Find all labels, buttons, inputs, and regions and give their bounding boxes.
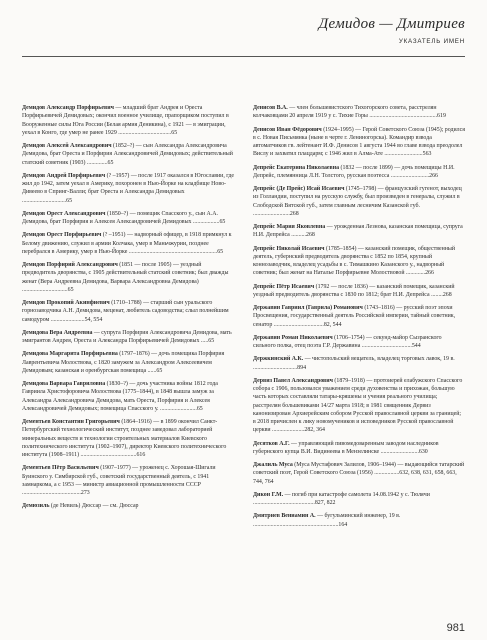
entry-name: Дементьев Константин Григорьевич <box>22 419 120 425</box>
entry-description: (1797–1876) — дочь помещика Порфирия Лаврентьевича Молоствова, с 1820 замужем за Александром Алексеевичем Демидовым; казанская и оренбургская помещица ......65 <box>22 351 225 374</box>
entry-description: (1879–1918) — протоиерей елабужского Спасского собора с 1906, пользовался уважением среди духовенства и прихожан, большую часть которых составляли татары-кряшены и учения реального училища; расстрелян большевиками 14/27 марта 1918; в 1981 священник Дервиз канонизирован Архиерейским собором Русской православной церкви за границей; в 2018 причислен к лику новомучеников и исповедников Русской православной церкви ......................282, 364 <box>253 377 463 434</box>
entry-description: — член большевистского Тихогорского совета, расстрелян колчаковцами 20 апреля 1919 у с. Тихие Горы ..............................................619 <box>253 105 446 120</box>
index-entry <box>22 380 234 413</box>
page-header <box>22 14 465 57</box>
index-entry <box>253 355 465 372</box>
entry-description: (? –1957) — после 1917 оказался в Югославии, где жил до 1942, затем уехал в Америку, похоронен в Нью-Йорке на кладбище Ново-Дивеево в Спринг-Валли; брат Ореста и Александра Демидовых ..............................65 <box>22 172 234 204</box>
page-number: 981 <box>446 622 465 634</box>
index-entry <box>253 283 465 300</box>
index-entry <box>253 491 465 508</box>
entry-description: (1864–1916) — в 1899 окончил Санкт-Петербургский технологический институт, позднее заведовал лабораторией минеральных веществ и технологии строительных материалов Киевского политехнического института (1902–1907), директор Киевского политехнического института (1908–1911) ......................................616 <box>22 419 227 458</box>
entry-description: (1743–1816) — русский поэт эпохи Просвещения, государственный деятель Российской империи, тайный советник, сенатор ..................................82, 544 <box>253 305 456 328</box>
index-entry <box>253 126 465 159</box>
entry-description: (1785–1854) — казанский помещик, общественный деятель, губернский предводитель дворянства с 1852 по 1854, крупный коннозаводчик, владелец усадьбы в с. Тимашкино Казанского у., надворный советник; был женат на Наталье Порфирьевне Молоствовой .............266 <box>253 245 456 277</box>
entry-name: Демидов Прокопий Акинфиевич <box>22 300 110 306</box>
entry-name: Джалиль Муса <box>253 462 293 468</box>
entry-description: (де Невиль) Дюссар — см. Дюссар <box>49 503 139 510</box>
entry-name: Демюзиль <box>22 503 50 510</box>
entry-name: Дементьев Пётр Васильевич <box>22 465 99 472</box>
entry-description: (1832 — после 1899) — дочь помещицы Н.И. Депрейс, племянница Л.Н. Толстого, русская поэтесса ..........................266 <box>253 164 455 179</box>
entry-description: (Муса Мустафович Залилов, 1906–1944) — выдающийся татарский советский поэт, Герой Советского Союза (1956) .................632, 638, 631, 658, 663, 744, 764 <box>253 462 465 485</box>
entry-description: — младший брат Андрея и Ореста Порфирьевичей Демидовых; окончил военное училище, прапорщиком поступил в Вооруженные силы Юга России (Белая армия Деникина), с 1921 — в эмиграции, уехал в Конго, где умер не ранее 1929 ....................................65 <box>22 105 229 136</box>
entry-description: — управляющий пивомедоваренным заводом наследников губернского купца В.И. Видинеева в Мензелинске ..........................630 <box>253 440 439 455</box>
entry-description: (1710–1788) — старший сын уральского горнозаводчика А.Н. Демидова, меценат, любитель садоводства; слыл полнейшим самодуром .......................54, 554 <box>22 300 229 323</box>
entry-name: Демидов Алексей Александрович <box>22 143 112 149</box>
entry-name: Денисов В.А. <box>253 105 288 111</box>
entry-description: (1924–1995) — Герой Советского Союза (1945); родился в с. Новая Письмянка (ныне в черте г. Лениногорска). Командир взвода автоматчиков гв. лейтенант И.Ф. Денисов 1 августа 1944 во главе взвода преодолел Вислу и захватил плацдарм; с 1946 жил в Алма-Ате ..........................563 <box>253 126 465 158</box>
index-entry <box>253 304 465 329</box>
entry-description: (1706–1754) — секунд-майор Сызранского сильного полка, отец поэта Г.Р. Державина ..................................544 <box>253 334 442 349</box>
entry-description: — бугульминский инженер, 19 в. ..........................................................164 <box>253 513 401 528</box>
right-column <box>253 104 465 534</box>
left-column <box>22 104 234 516</box>
entry-description: (1907–1977) — уроженец с. Хорошая-Шигали Буинского у. Симбирской губ., советский государственный деятель, с 1941 замнаркома, а с 1953 — министр авиационной промышленности СССР ........................................273 <box>22 465 216 496</box>
index-entry <box>22 329 234 346</box>
index-entry <box>253 512 465 529</box>
entry-description: (1745–1798) — французский гугенот, выходец из Голландии, поступил на русскую службу, был произведен в генералы, служил в Слободской Вятской губ., затем главным лесничим Казанской губ. .........................268 <box>253 186 462 217</box>
entry-description: (1851 — после 1905) — уездный предводитель дворянства, с 1905 действительный статский советник; был дважды женат (Вера Андреевна Демидова, Варвара Александровна Демидова) ...............................65 <box>22 262 229 293</box>
entry-name: Державин Гавриил (Гаврила) Романович <box>253 305 363 311</box>
running-title: Демидов — Дмитриев <box>318 16 465 32</box>
entry-name: Демидова Варвара Гавриловна <box>22 381 106 387</box>
entry-name: Дикон Г.М. <box>253 491 284 498</box>
entry-name: Дмитриев Вениамин А. <box>253 513 316 520</box>
entry-name: Держкинский А.К. <box>253 356 304 363</box>
entry-name: Демидова Вера Андреевна <box>22 329 93 336</box>
entry-description: — погиб при катастрофе самолета 14.08.1942 у с. Тюлячи ..........................................827, 822 <box>253 491 430 506</box>
index-entry <box>253 461 465 486</box>
index-entry <box>22 464 234 497</box>
entry-description: (1852–?) — сын Александра Александровича Демидова, брат Ореста и Порфирия Александровичей Демидовых; действительный статский советник (1903) ..............65 <box>22 143 233 166</box>
entry-description: — урожденная Лезнова, казанская помещица, супруга Н.И. Депрейса ..........268 <box>253 224 463 239</box>
entry-name: Державин Роман Николаевич <box>253 334 333 341</box>
index-entry <box>22 172 234 205</box>
index-entry <box>22 231 234 256</box>
entry-name: Депрейс (Де Прейс) Исай Исаевич <box>253 186 345 192</box>
index-entry <box>253 440 465 457</box>
entry-name: Депрейс Николай Исаевич <box>253 245 325 252</box>
entry-name: Денисов Иван Фёдорович <box>253 126 322 133</box>
entry-name: Демидов Александр Порфирьевич <box>22 105 114 111</box>
index-entry <box>253 185 465 218</box>
entry-name: Депрейс Екатерина Николаевна <box>253 164 340 171</box>
entry-name: Демидов Андрей Порфирьевич <box>22 172 106 179</box>
index-entry <box>22 142 234 167</box>
index-entry <box>253 104 465 121</box>
index-entry <box>253 164 465 181</box>
entry-description: — чистопольский вещатель, владелец торговых лавок, 19 в. ..............................894 <box>253 356 455 371</box>
index-entry <box>253 223 465 240</box>
index-entry <box>22 261 234 294</box>
entry-description: (1792 — после 1836) — казанский помещик, казанский уездный предводитель дворянства с 1830 по 1812; брат Н.И. Депрейса ........268 <box>253 283 455 298</box>
index-entry <box>22 350 234 375</box>
entry-description: — супруга Порфирия Александровича Демидова, мать эмигрантов Андрея, Ореста и Александра Порфирьевичей Демидовых .....65 <box>22 329 232 344</box>
index-entry <box>22 502 234 510</box>
entry-name: Демидов Порфирий Александрович <box>22 262 118 268</box>
index-entry <box>253 377 465 435</box>
entry-description: (1850–?) — помещик Спасского у., сын А.А. Демидова, брат Порфирия и Алексея Александровичей Демидовых ..................65 <box>22 210 226 225</box>
entry-name: Десятков А.Г. <box>253 440 290 447</box>
entry-name: Демидов Орест Порфирьевич <box>22 232 102 239</box>
index-entry <box>22 210 234 227</box>
index-entry <box>253 245 465 278</box>
entry-name: Депрейс Пётр Исаевич <box>253 283 315 290</box>
entry-name: Дервиз Павел Александрович <box>253 377 333 384</box>
entry-description: (? –1951) — надворный офицер, в 1918 примкнул к Белому движению, служил в армии Колчака, умер в Маньчжурии, позднее перебрался в Америку, умер в Нью-Йорке ............................................................65 <box>22 232 232 255</box>
section-label: УКАЗАТЕЛЬ ИМЕН <box>398 38 465 45</box>
index-entry <box>22 104 234 137</box>
entry-name: Демидова Маргарита Порфирьевна <box>22 351 118 358</box>
index-entry <box>253 334 465 351</box>
entry-name: Депрейс Мария Яковлевна <box>253 224 326 230</box>
index-entry <box>22 299 234 324</box>
entry-description: (1830–?) — дочь участника войны 1812 года Гавриила Христофоровича Молоствова (1775–1844), в 1848 вышла замуж за Александра Александровича Демидова, мать Ореста, Порфирия и Алексея Александровичей Демидовых; помещица Спасского у. .........................65 <box>22 381 218 412</box>
entry-name: Демидов Орест Александрович <box>22 210 106 217</box>
index-entry <box>22 418 234 459</box>
